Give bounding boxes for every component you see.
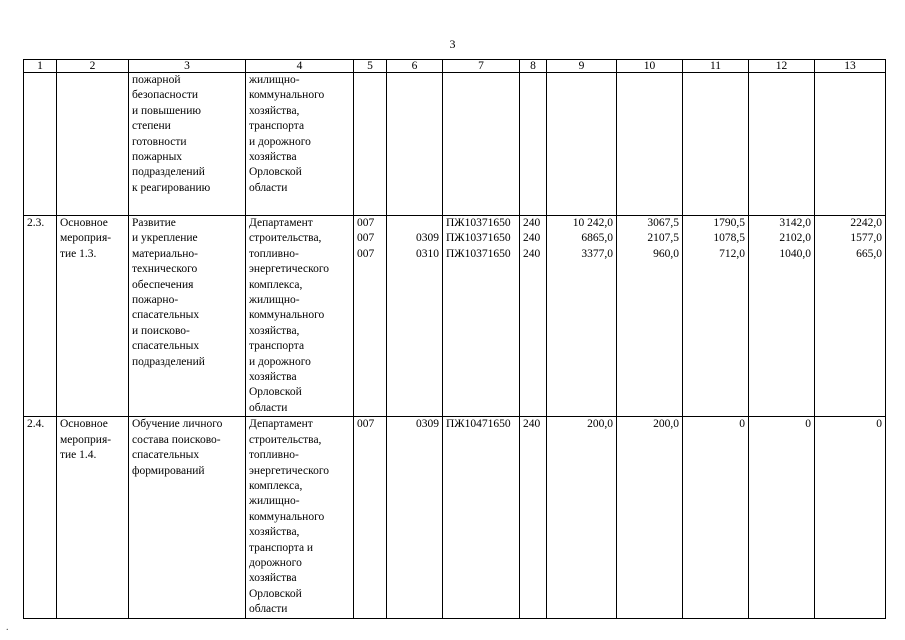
cell-line: Орловской [249, 166, 302, 179]
cell-c7 [443, 73, 520, 216]
cell-line: спасательных [132, 449, 200, 462]
cell-line: 2102,0 [779, 232, 811, 245]
cell-c6 [387, 73, 443, 216]
cell-type [57, 216, 129, 417]
column-header-2: 2 [57, 60, 129, 73]
cell-line: 2107,5 [647, 232, 679, 245]
cell-line: 0 [876, 418, 882, 431]
cell-line: формирований [132, 464, 205, 477]
cell-line: строительства, [249, 232, 322, 245]
cell-line: транспорта [249, 340, 305, 353]
cell-line: пожарной [132, 74, 181, 86]
cell-line: 200,0 [587, 418, 613, 431]
cell-line: 3377,0 [581, 247, 613, 260]
column-header-3: 3 [129, 60, 246, 73]
cell-line: 240 [523, 232, 541, 245]
cell-line: спасательных [132, 340, 200, 353]
cell-line: спасательных [132, 309, 200, 322]
cell-line: готовности [132, 135, 187, 148]
cell-line: Орловской [249, 386, 302, 399]
cell-line: 1040,0 [779, 247, 811, 260]
cell-c11 [683, 73, 749, 216]
cell-line: 6865,0 [581, 232, 613, 245]
cell-line: 0 [739, 418, 745, 431]
cell-line: Департамент [249, 418, 313, 431]
cell-line: Основное [60, 418, 108, 431]
cell-line: 712,0 [719, 247, 745, 260]
cell-c10 [617, 417, 683, 618]
cell-line: области [249, 603, 288, 616]
cell-line: топливно- [249, 449, 299, 462]
table-row [24, 417, 886, 618]
cell-num: 2.3. [24, 216, 57, 417]
cell-line: и повышению [132, 104, 201, 117]
cell-c13 [815, 216, 886, 417]
cell-line: 960,0 [653, 247, 679, 260]
cell-c5 [354, 417, 387, 618]
cell-num: 2.4. [24, 417, 57, 618]
cell-line: обеспечения [132, 278, 194, 291]
cell-c9 [547, 73, 617, 216]
cell-line: 007 [357, 418, 375, 431]
cell-line: 240 [523, 217, 541, 229]
cell-line: жилищно- [249, 495, 300, 508]
cell-line: хозяйства [249, 371, 297, 384]
cell-c11 [683, 216, 749, 417]
cell-line: пожарных [132, 151, 183, 164]
cell-c5 [354, 216, 387, 417]
cell-line: подразделений [132, 166, 205, 179]
cell-line: материально- [132, 247, 198, 260]
cell-c12 [749, 216, 815, 417]
cell-line: области [249, 401, 288, 414]
cell-line: пожарно- [132, 294, 179, 307]
cell-line: 007 [357, 217, 375, 229]
cell-type [57, 417, 129, 618]
cell-line: ПЖ10471650 [446, 418, 511, 431]
cell-line: 1790,5 [713, 217, 745, 229]
cell-c8 [520, 216, 547, 417]
column-header-4: 4 [246, 60, 354, 73]
cell-line: коммунального [249, 89, 325, 102]
cell-c10 [617, 73, 683, 216]
cell-line: 007 [357, 232, 375, 245]
cell-line: ПЖ10371650 [446, 232, 511, 245]
cell-line: транспорта и [249, 541, 314, 554]
cell-line: ПЖ10371650 [446, 247, 511, 260]
cell-c12 [749, 73, 815, 216]
cell-line: 0310 [416, 247, 439, 260]
cell-line: 240 [523, 418, 541, 431]
cell-line: Департамент [249, 217, 313, 229]
cell-line: тие 1.4. [60, 449, 97, 462]
cell-line: 1577,0 [850, 232, 882, 245]
cell-line: 200,0 [653, 418, 679, 431]
cell-c10 [617, 216, 683, 417]
cell-line: жилищно- [249, 74, 300, 86]
cell-line: подразделений [132, 355, 205, 368]
cell-line: энергетического [249, 464, 330, 477]
cell-executor [246, 417, 354, 618]
cell-line: хозяйства, [249, 324, 300, 337]
cell-c13 [815, 73, 886, 216]
cell-c11 [683, 417, 749, 618]
column-header-12: 12 [749, 60, 815, 73]
cell-line [390, 216, 439, 231]
cell-name [129, 216, 246, 417]
cell-c6 [387, 417, 443, 618]
cell-line: жилищно- [249, 294, 300, 307]
cell-line: 3067,5 [647, 217, 679, 229]
cell-line: тие 1.3. [60, 247, 97, 260]
cell-line: 2242,0 [850, 217, 882, 229]
cell-line: и дорожного [249, 355, 311, 368]
column-header-5: 5 [354, 60, 387, 73]
cell-c12 [749, 417, 815, 618]
cell-line: Развитие [132, 217, 176, 229]
cell-line: Обучение личного [132, 418, 223, 431]
cell-line: мероприя- [60, 232, 112, 245]
cell-line: топливно- [249, 247, 299, 260]
cell-line: к реагированию [132, 181, 211, 194]
cell-num [24, 73, 57, 216]
cell-line: 0309 [416, 418, 439, 431]
cell-line: транспорта [249, 120, 305, 133]
measures-table [23, 59, 886, 619]
cell-line: 1078,5 [713, 232, 745, 245]
cell-line: Орловской [249, 587, 302, 600]
page-number: 3 [449, 37, 456, 51]
cell-line: 0309 [416, 232, 439, 245]
cell-line: степени [132, 120, 171, 133]
cell-c7 [443, 216, 520, 417]
cell-c9 [547, 417, 617, 618]
table-row [24, 216, 886, 417]
cell-type [57, 73, 129, 216]
column-header-1: 1 [24, 60, 57, 73]
scan-mark: . [6, 622, 9, 633]
cell-line: энергетического [249, 263, 330, 276]
cell-c9 [547, 216, 617, 417]
column-header-13: 13 [815, 60, 886, 73]
column-header-9: 9 [547, 60, 617, 73]
table-row [24, 73, 886, 216]
cell-line: комплекса, [249, 479, 303, 492]
cell-line: хозяйства, [249, 526, 300, 539]
column-header-8: 8 [520, 60, 547, 73]
cell-line: хозяйства, [249, 104, 300, 117]
cell-name [129, 417, 246, 618]
cell-c6 [387, 216, 443, 417]
cell-line: строительства, [249, 433, 322, 446]
cell-line: состава поисково- [132, 433, 221, 446]
cell-line: и укрепление [132, 232, 198, 245]
cell-executor [246, 73, 354, 216]
cell-line: коммунального [249, 309, 325, 322]
cell-line: Основное [60, 217, 108, 229]
column-header-10: 10 [617, 60, 683, 73]
cell-line: 665,0 [856, 247, 882, 260]
header-row [24, 60, 886, 73]
cell-line: комплекса, [249, 278, 303, 291]
cell-line: 10 242,0 [572, 217, 613, 229]
cell-line: 3142,0 [779, 217, 811, 229]
cell-line: технического [132, 263, 198, 276]
cell-c5 [354, 73, 387, 216]
cell-line: хозяйства [249, 572, 297, 585]
cell-line: дорожного [249, 556, 302, 569]
cell-c8 [520, 73, 547, 216]
column-header-6: 6 [387, 60, 443, 73]
cell-c13 [815, 417, 886, 618]
cell-line: мероприя- [60, 433, 112, 446]
cell-line: хозяйства [249, 151, 297, 164]
cell-c7 [443, 417, 520, 618]
column-header-7: 7 [443, 60, 520, 73]
cell-c8 [520, 417, 547, 618]
cell-line: и дорожного [249, 135, 311, 148]
cell-line: 007 [357, 247, 375, 260]
cell-line: коммунального [249, 510, 325, 523]
cell-line: безопасности [132, 89, 199, 102]
cell-line: 240 [523, 247, 541, 260]
column-header-11: 11 [683, 60, 749, 73]
cell-line: области [249, 181, 288, 194]
cell-line: ПЖ10371650 [446, 217, 511, 229]
cell-line: и поисково- [132, 324, 190, 337]
cell-line: 0 [805, 418, 811, 431]
cell-name [129, 73, 246, 216]
cell-executor [246, 216, 354, 417]
